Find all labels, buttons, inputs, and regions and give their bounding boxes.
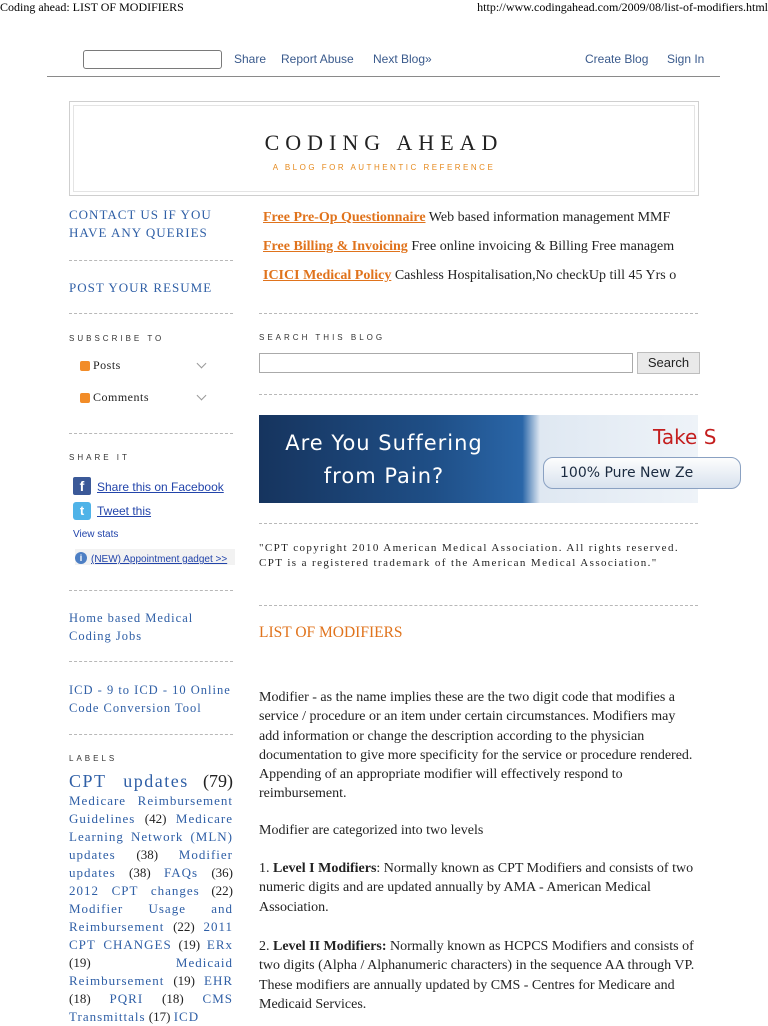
print-header bbox=[0, 0, 768, 14]
label-count: (38) bbox=[136, 847, 159, 862]
ad-link[interactable]: Free Pre-Op Questionnaire bbox=[263, 210, 426, 225]
report-abuse-link[interactable]: Report Abuse bbox=[281, 52, 354, 66]
twitter-share[interactable] bbox=[73, 502, 151, 520]
share-heading: SHARE IT bbox=[69, 453, 130, 462]
facebook-share-link[interactable]: Share this on Facebook bbox=[97, 480, 224, 494]
level-2-text: Normally known as HCPCS Modifiers and consists of two digits (Alpha / Alphanumeric characters) in the sequence AA through VP. These modifiers are annually updated by CMS - Centres for Medicare and Medicaid Services. bbox=[259, 939, 695, 1012]
divider bbox=[69, 433, 233, 434]
info-icon: i bbox=[75, 552, 87, 564]
appointment-gadget[interactable] bbox=[75, 549, 235, 565]
post-paragraph bbox=[259, 859, 699, 917]
divider bbox=[259, 394, 698, 395]
label-count: (79) bbox=[203, 771, 234, 791]
twitter-icon: t bbox=[73, 502, 91, 520]
rss-feed-icon bbox=[80, 393, 90, 403]
chevron-down-icon[interactable] bbox=[197, 391, 207, 401]
icd-conversion-tool-link[interactable]: ICD - 9 to ICD - 10 Online Code Conversion Tool bbox=[69, 683, 231, 715]
ad-text: Free online invoicing & Billing Free managem bbox=[411, 239, 675, 254]
subscribe-comments-label: Comments bbox=[93, 390, 150, 404]
home-based-jobs-link[interactable]: Home based Medical Coding Jobs bbox=[69, 611, 194, 643]
level-1-text: : Normally known as CPT Modifiers and consists of two numeric digits and are updated annually by AMA - American Medical Association. bbox=[259, 861, 694, 915]
label-count: (19) bbox=[173, 973, 195, 988]
next-blog-link[interactable]: Next Blog» bbox=[373, 52, 432, 66]
cpt-copyright-notice: "CPT copyright 2010 American Medical Association. All rights reserved. CPT is a registered trademark of the American Medical Association." bbox=[259, 542, 680, 569]
divider bbox=[69, 260, 233, 261]
label-link[interactable]: Modifier Usage and Reimbursement bbox=[69, 901, 233, 934]
post-paragraph: Modifier are categorized into two levels bbox=[259, 823, 484, 838]
divider bbox=[69, 313, 233, 314]
create-blog-link[interactable]: Create Blog bbox=[585, 52, 649, 66]
subscribe-posts-label: Posts bbox=[93, 358, 121, 372]
blog-header bbox=[69, 101, 699, 196]
ad-banner[interactable] bbox=[259, 415, 717, 503]
print-header-title: Coding ahead: LIST OF MODIFIERS bbox=[0, 0, 184, 14]
labels-cloud bbox=[69, 772, 233, 1026]
rss-feed-icon bbox=[80, 361, 90, 371]
post-paragraph bbox=[259, 937, 699, 1014]
search-button[interactable]: Search bbox=[637, 352, 700, 374]
print-header-url: http://www.codingahead.com/2009/08/list-of-modifiers.html bbox=[477, 0, 768, 14]
banner-take-text: Take S bbox=[653, 425, 717, 449]
label-link[interactable]: Modifier updates bbox=[69, 847, 234, 880]
search-heading: SEARCH THIS BLOG bbox=[259, 333, 386, 342]
banner-headline bbox=[259, 427, 509, 493]
blog-search-input[interactable] bbox=[259, 353, 633, 373]
label-count: (22) bbox=[211, 883, 234, 898]
tweet-link[interactable]: Tweet this bbox=[97, 504, 152, 518]
ad-line bbox=[263, 210, 702, 226]
label-link[interactable]: ERx bbox=[206, 937, 233, 952]
share-link[interactable]: Share bbox=[234, 52, 267, 66]
list-number: 1. bbox=[259, 861, 273, 876]
chevron-down-icon[interactable] bbox=[197, 359, 207, 369]
appointment-gadget-link[interactable]: (NEW) Appointment gadget >> bbox=[91, 554, 228, 565]
facebook-share[interactable] bbox=[73, 477, 224, 496]
level-2-heading: Level II Modifiers: bbox=[273, 939, 387, 954]
view-stats-link[interactable]: View stats bbox=[73, 529, 119, 540]
label-link[interactable]: Medicaid Reimbursement bbox=[69, 955, 233, 988]
subscribe-comments[interactable] bbox=[80, 390, 149, 405]
label-link[interactable]: ICD bbox=[173, 1009, 200, 1024]
facebook-icon: f bbox=[73, 477, 91, 495]
label-link[interactable]: EHR bbox=[204, 973, 233, 988]
label-count: (18) bbox=[69, 991, 91, 1006]
label-count: (22) bbox=[173, 919, 195, 934]
label-link[interactable]: CPT updates bbox=[69, 771, 189, 791]
divider bbox=[259, 313, 698, 314]
label-link[interactable]: 2012 CPT changes bbox=[69, 883, 200, 898]
divider bbox=[259, 523, 698, 524]
divider bbox=[69, 734, 233, 735]
label-count: (19) bbox=[178, 937, 201, 952]
labels-heading: LABELS bbox=[69, 754, 118, 763]
navbar-search-input[interactable] bbox=[83, 50, 222, 69]
label-link[interactable]: PQRI bbox=[109, 991, 144, 1006]
label-link[interactable]: FAQs bbox=[163, 865, 199, 880]
ad-line bbox=[263, 268, 698, 284]
ad-text: Web based information management MMF bbox=[428, 210, 671, 225]
contact-us-link[interactable]: CONTACT US IF YOU HAVE ANY QUERIES bbox=[69, 207, 212, 240]
banner-pill: 100% Pure New Ze bbox=[543, 457, 741, 489]
subscribe-heading: SUBSCRIBE TO bbox=[69, 334, 165, 343]
label-count: (38) bbox=[129, 865, 151, 880]
divider bbox=[69, 590, 233, 591]
ad-link[interactable]: ICICI Medical Policy bbox=[263, 268, 392, 283]
blog-header-frame bbox=[73, 105, 695, 192]
label-count: (36) bbox=[211, 865, 234, 880]
post-title[interactable]: LIST OF MODIFIERS bbox=[259, 624, 403, 641]
ad-text: Cashless Hospitalisation,No checkUp till 45 Yrs o bbox=[394, 268, 677, 283]
sign-in-link[interactable]: Sign In bbox=[667, 52, 705, 66]
label-count: (17) bbox=[148, 1009, 171, 1024]
label-count: (18) bbox=[162, 991, 184, 1006]
label-count: (42) bbox=[144, 811, 167, 826]
label-link[interactable]: 2011 CPT CHANGES bbox=[69, 919, 233, 952]
label-link[interactable]: CMS Transmittals bbox=[69, 991, 234, 1024]
blog-title[interactable]: CODING AHEAD bbox=[264, 130, 504, 155]
banner-line-2: from Pain? bbox=[323, 464, 445, 488]
label-link[interactable]: Medicare Reimbursement Guidelines bbox=[69, 793, 233, 826]
post-paragraph: Modifier - as the name implies these are the two digit code that modifies a service / procedure or an item under certain circumstances. Modifiers may add information or change the description according to the physician documentation to give more specificity for the service or procedure rendered. Appending of an appropriate modifier will effectively respond to reimbursement. bbox=[259, 690, 693, 802]
ad-link[interactable]: Free Billing & Invoicing bbox=[263, 239, 408, 254]
level-1-heading: Level I Modifiers bbox=[273, 861, 377, 876]
ad-line bbox=[263, 239, 702, 255]
blog-description: A BLOG FOR AUTHENTIC REFERENCE bbox=[272, 163, 496, 172]
subscribe-posts[interactable] bbox=[80, 358, 121, 373]
divider bbox=[69, 661, 233, 662]
blogger-navbar bbox=[47, 44, 720, 77]
banner-line-1: Are You Suffering bbox=[285, 431, 483, 455]
post-resume-link[interactable]: POST YOUR RESUME bbox=[69, 280, 213, 295]
label-link[interactable]: Medicare Learning Network (MLN) updates bbox=[69, 811, 233, 862]
divider bbox=[259, 605, 698, 606]
label-count: (19) bbox=[69, 955, 91, 970]
list-number: 2. bbox=[259, 939, 273, 954]
